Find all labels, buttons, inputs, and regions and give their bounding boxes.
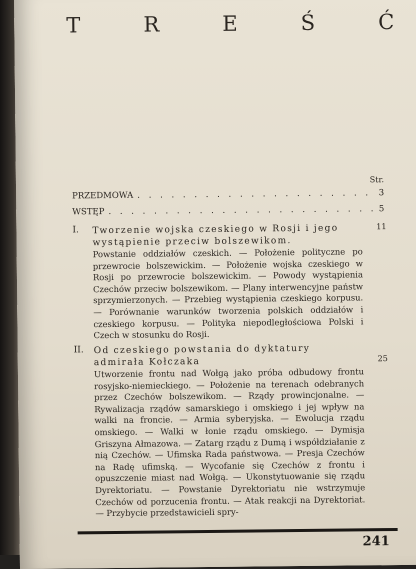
toc-entry-label: PRZEDMOWA xyxy=(72,190,134,202)
chapter-page: 25 xyxy=(377,354,388,364)
footer-rule xyxy=(78,528,398,534)
title-letter: E xyxy=(222,11,240,36)
toc-chapter-1 xyxy=(72,222,387,342)
leader-dots xyxy=(137,188,374,200)
toc-entry-page: 5 xyxy=(378,204,385,215)
toc-chapter-2 xyxy=(74,342,390,520)
chapter-page: 11 xyxy=(376,222,387,232)
page-number: 241 xyxy=(362,534,390,550)
chapter-summary: Utworzenie frontu nad Wołgą jako próba odbudowy frontu rosyjsko-niemieckiego. — Położenie na terenach odebranych przez Czechów bolszewikom. — Rządy prowincjonalne. — Rywalizacja rządów samarskiego i omskiego i jej wpływ na walki na froncie. — Armia syberyjska. — Ewolucja rządu omskiego. — Walki w łonie rządu omskiego. — Dymisja Griszyna Ałmazowa. — Zatarg rządu z Dumą i współdziałanie z nią Czechów. — Ufimska Rada państwowa. — Presja Czechów na Radę ufimską. — Wycofanie się Czechów z frontu i opuszczenie miast nad Wołgą. — Ukonstytuowanie się rządu Dyrektoriatu. — Powstanie Dyrektoriatu nie wstrzymuje Czechów od porzucenia frontu. — Atak reakcji na Dyrektoriat. — Przybycie przedstawicieli spry- xyxy=(93,366,366,519)
chapter-summary: Powstanie oddziałów czeskich. — Położenie polityczne po przewrocie bolszewickim. — Położenie wojska czeskiego w Rosji po przewrocie bolszewickim. — Powody wystąpienia Czechów przeciw bolszewikom. — Plany interwencyjne państw sprzymierzonych. — Przebieg wystąpienia czeskiego korpusu. — Porównanie warunków tworzenia polskich oddziałów i czeskiego korpusu. — Polityka niepodległościowa Polski i Czech w stosunku do Rosji. xyxy=(92,246,364,341)
title-letter: Ś xyxy=(300,10,318,35)
toc-entry-preface xyxy=(72,188,384,201)
leader-dots xyxy=(108,204,375,217)
chapter-heading: Tworzenie wojska czeskiego w Rosji i jego wystąpienie przeciw bolszewikom. xyxy=(92,223,339,249)
title-letter: T xyxy=(66,13,83,38)
chapter-heading: Od czeskiego powstania do dyktatury admirała Kołczaka xyxy=(93,343,311,369)
title-letter: Ć xyxy=(378,9,397,35)
chapter-number: I. xyxy=(72,225,79,236)
toc-entry-label: WSTĘP xyxy=(72,207,105,218)
toc-entry-page: 3 xyxy=(378,188,385,199)
chapter-number: II. xyxy=(73,345,84,356)
title-letter: R xyxy=(143,12,162,37)
page-column-label: Str. xyxy=(369,175,385,185)
toc-entry-introduction xyxy=(72,204,384,217)
book-page xyxy=(14,0,416,569)
page-title xyxy=(66,10,396,37)
